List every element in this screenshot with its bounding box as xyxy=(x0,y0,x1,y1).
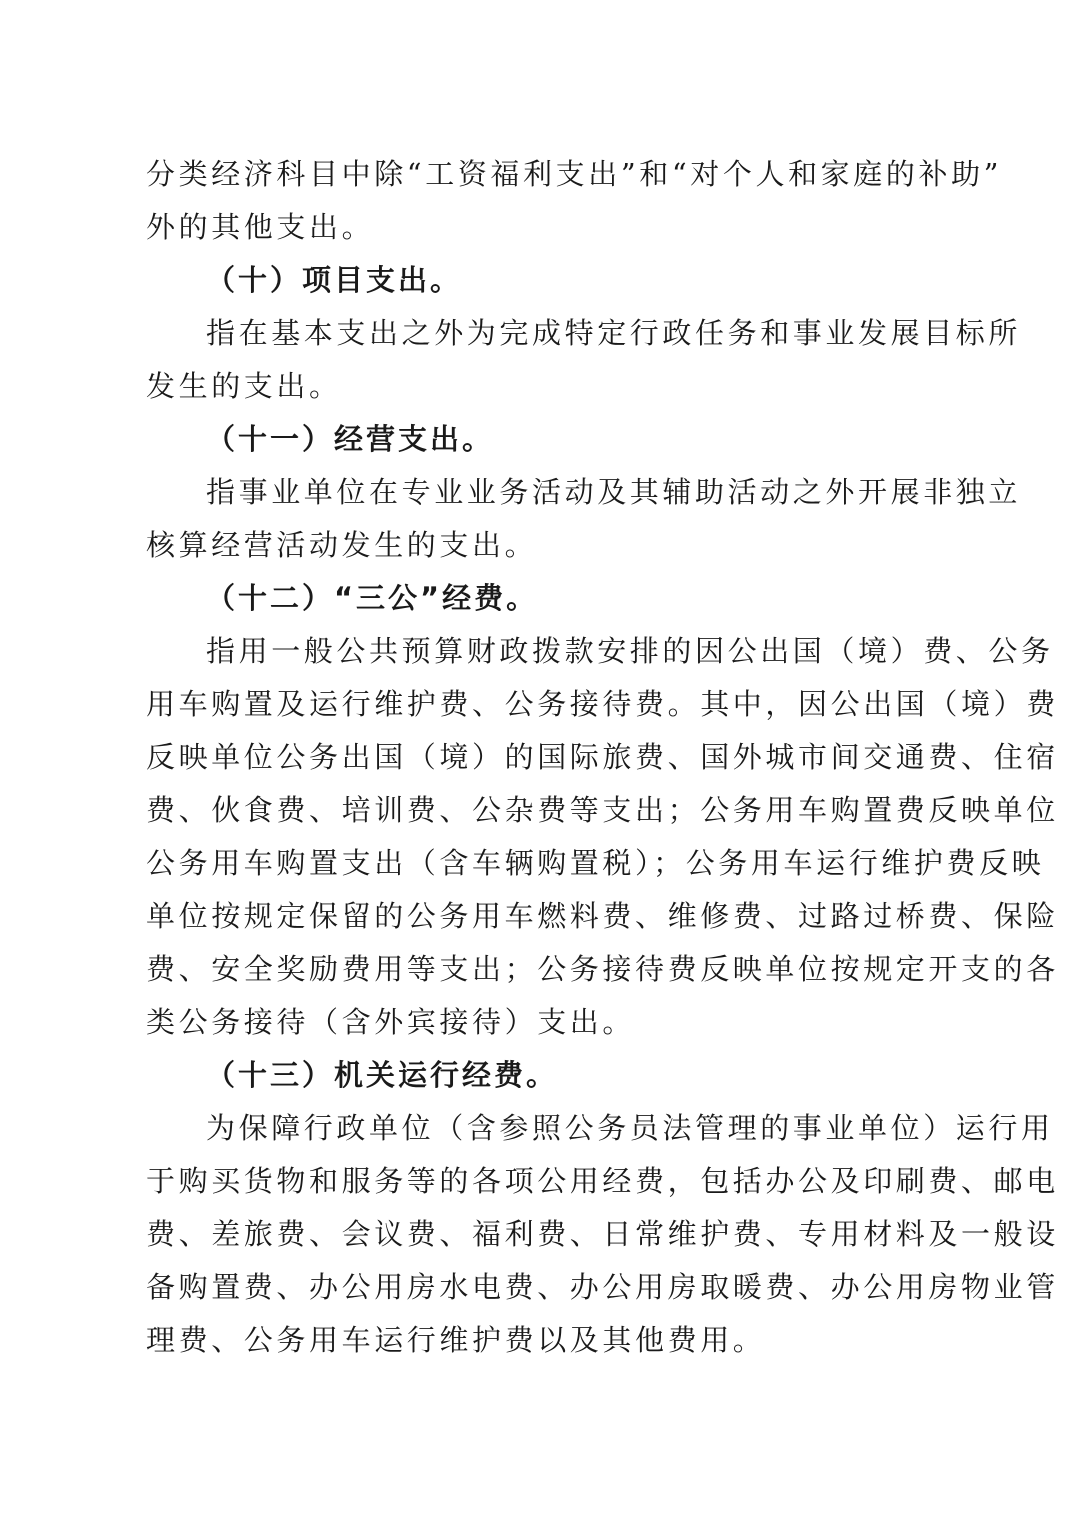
document-body xyxy=(146,148,1059,1367)
paragraph-line: 备购置费、办公用房水电费、办公用房取暖费、办公用房物业管 xyxy=(146,1270,1059,1304)
paragraph-line: 单位按规定保留的公务用车燃料费、维修费、过路过桥费、保险 xyxy=(146,899,1059,933)
paragraph-line: 用车购置及运行维护费、公务接待费。其中，因公出国（境）费 xyxy=(146,687,1059,721)
paragraph-line: 为保障行政单位（含参照公务员法管理的事业单位）运行用 xyxy=(206,1111,1054,1145)
paragraph-line: 于购买货物和服务等的各项公用经费，包括办公及印刷费、邮电 xyxy=(146,1164,1059,1198)
paragraph-line: 指用一般公共预算财政拨款安排的因公出国（境）费、公务 xyxy=(206,634,1054,668)
paragraph-line: 指事业单位在专业业务活动及其辅助活动之外开展非独立 xyxy=(206,475,1022,509)
paragraph-line: 公务用车购置支出（含车辆购置税）；公务用车运行维护费反映 xyxy=(146,846,1045,880)
paragraph-line: 核算经营活动发生的支出。 xyxy=(146,528,538,562)
section-heading: （十一）经营支出。 xyxy=(206,422,495,456)
paragraph-line: 理费、公务用车运行维护费以及其他费用。 xyxy=(146,1323,766,1357)
paragraph-line: 反映单位公务出国（境）的国际旅费、国外城市间交通费、住宿 xyxy=(146,740,1059,774)
paragraph-line: 费、伙食费、培训费、公杂费等支出；公务用车购置费反映单位 xyxy=(146,793,1059,827)
paragraph-line: 费、差旅费、会议费、福利费、日常维护费、专用材料及一般设 xyxy=(146,1217,1059,1251)
paragraph-line: 类公务接待（含外宾接待）支出。 xyxy=(146,1005,636,1039)
section-heading: （十三）机关运行经费。 xyxy=(206,1058,559,1092)
section-heading: （十二）“三公”经费。 xyxy=(206,581,539,615)
paragraph-line: 费、安全奖励费用等支出；公务接待费反映单位按规定开支的各 xyxy=(146,952,1059,986)
paragraph-line: 指在基本支出之外为完成特定行政任务和事业发展目标所 xyxy=(206,316,1022,350)
section-heading: （十）项目支出。 xyxy=(206,263,463,297)
paragraph-line: 分类经济科目中除“工资福利支出”和“对个人和家庭的补助” xyxy=(146,157,1003,191)
paragraph-line: 发生的支出。 xyxy=(146,369,342,403)
paragraph-line: 外的其他支出。 xyxy=(146,210,375,244)
